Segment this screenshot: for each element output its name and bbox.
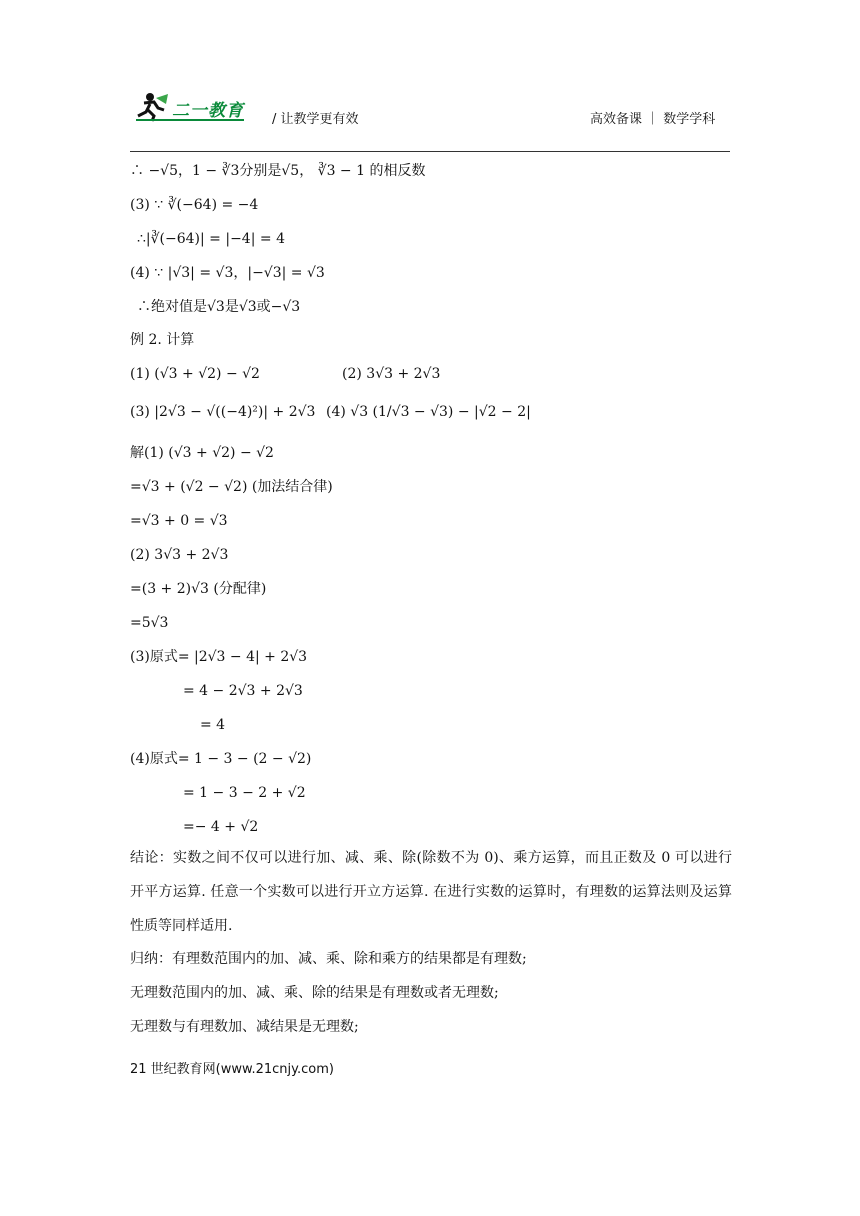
header-divider	[130, 151, 730, 152]
text-line: =(3 + 2)√3 (分配律)	[130, 581, 267, 597]
text-line: (3)原式= |2√3 − 4| + 2√3	[130, 649, 308, 665]
text-line: (2) 3√3 + 2√3	[130, 547, 229, 563]
conclusion-paragraph: 结论：实数之间不仅可以进行加、减、乘、除(除数不为 0)、乘方运算，而且正数及 0 可以进行开平方运算. 任意一个实数可以进行开立方运算. 在进行实数的运算时，有理数的运算法则及运算性质等同样适用.	[130, 850, 732, 934]
text-line: =√3 + 0 = √3	[130, 513, 228, 529]
example-heading: 例 2. 计算	[130, 332, 195, 348]
text-line: 解(1) (√3 + √2) − √2	[130, 445, 274, 461]
text-line: =5√3	[130, 615, 169, 631]
text-line: (3) ∵ ∛(−64) = −4	[130, 197, 259, 213]
text-line: (4)原式= 1 − 3 − (2 − √2)	[130, 751, 312, 767]
problem-2: (2) 3√3 + 2√3	[342, 366, 441, 382]
text-line: ∴|∛(−64)| = |−4| = 4	[137, 231, 285, 247]
summary-line: 无理数与有理数加、减结果是无理数;	[130, 1019, 359, 1035]
summary-line: 归纳：有理数范围内的加、减、乘、除和乘方的结果都是有理数;	[130, 951, 527, 967]
text-line: ∴绝对值是√3是√3或−√3	[137, 299, 301, 315]
page-header	[0, 0, 860, 160]
text-line: (4) ∵ |√3| = √3，|−√3| = √3	[130, 265, 325, 281]
text-line: = 4	[200, 717, 226, 733]
summary-line: 无理数范围内的加、减、乘、除的结果是有理数或者无理数;	[130, 985, 499, 1001]
header-subject: 高效备课 ｜ 数学学科	[590, 112, 716, 127]
logo-text: 二一教育	[172, 101, 244, 121]
text-line: =√3 + (√2 − √2) (加法结合律)	[130, 479, 333, 495]
problem-3: (3) |2√3 − √((−4)²)| + 2√3	[130, 404, 316, 420]
problem-4: (4) √3 (1/√3 − √3) − |√2 − 2|	[326, 404, 531, 420]
header-slogan: / 让教学更有效	[272, 112, 359, 127]
text-line: = 1 − 3 − 2 + √2	[183, 785, 306, 801]
problem-1: (1) (√3 + √2) − √2	[130, 366, 260, 382]
text-line: =− 4 + √2	[183, 819, 259, 835]
page-footer: 21 世纪教育网(www.21cnjy.com)	[130, 1062, 334, 1077]
text-line: ∴ −√5，1 − ∛3分别是√5， ∛3 − 1 的相反数	[130, 163, 426, 179]
text-line: = 4 − 2√3 + 2√3	[183, 683, 303, 699]
